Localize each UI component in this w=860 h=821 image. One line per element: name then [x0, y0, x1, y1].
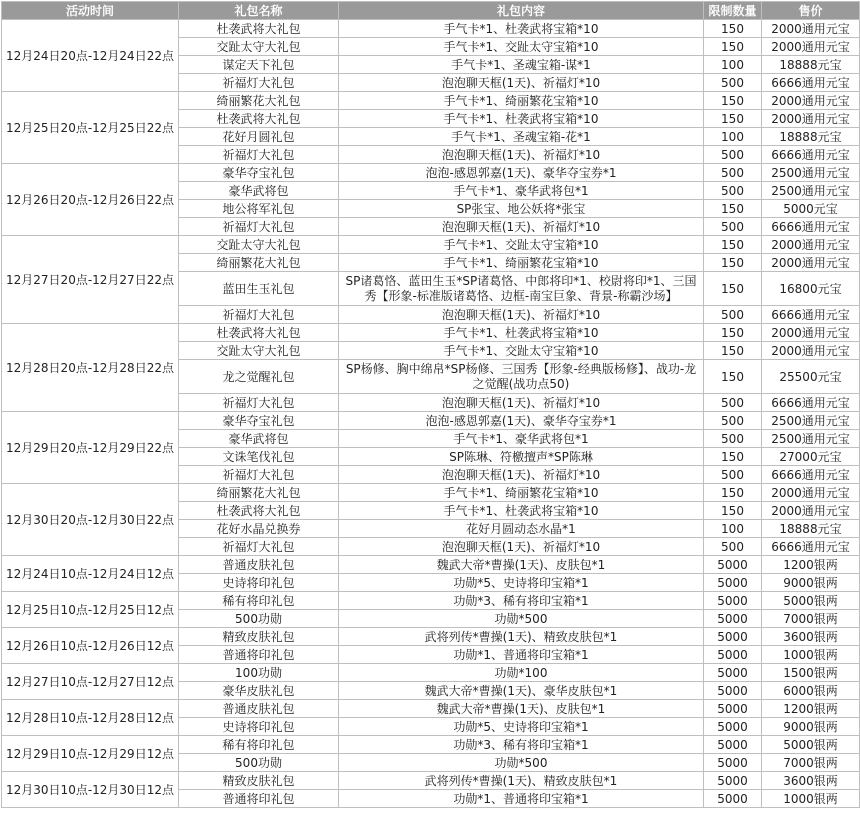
pack-content-cell: 泡泡-感恩郭嘉(1天)、豪华夺宝券*1 — [339, 412, 704, 430]
pack-content-cell: 功勋*5、史诗将印宝箱*1 — [339, 574, 704, 592]
price-cell: 3600银两 — [762, 628, 860, 646]
limit-cell: 5000 — [704, 790, 762, 808]
pack-name-cell: 地公将军礼包 — [179, 200, 339, 218]
limit-cell: 5000 — [704, 628, 762, 646]
limit-cell: 5000 — [704, 556, 762, 574]
limit-cell: 150 — [704, 92, 762, 110]
price-cell: 6666通用元宝 — [762, 74, 860, 92]
price-cell: 6666通用元宝 — [762, 218, 860, 236]
pack-name-cell: 祈福灯大礼包 — [179, 538, 339, 556]
header-name: 礼包名称 — [179, 2, 339, 20]
limit-cell: 150 — [704, 20, 762, 38]
price-cell: 3600银两 — [762, 772, 860, 790]
limit-cell: 150 — [704, 272, 762, 306]
price-cell: 2000通用元宝 — [762, 324, 860, 342]
pack-name-cell: 100功勋 — [179, 664, 339, 682]
limit-cell: 5000 — [704, 754, 762, 772]
table-row — [2, 236, 860, 254]
price-cell: 18888元宝 — [762, 56, 860, 74]
table-row — [2, 484, 860, 502]
limit-cell: 500 — [704, 306, 762, 324]
price-cell: 5000元宝 — [762, 200, 860, 218]
activity-time-cell: 12月25日10点-12月25日12点 — [2, 592, 179, 628]
limit-cell: 150 — [704, 502, 762, 520]
pack-content-cell: 手气卡*1、杜袭武将宝箱*10 — [339, 20, 704, 38]
pack-content-cell: 魏武大帝*曹操(1天)、豪华皮肤包*1 — [339, 682, 704, 700]
limit-cell: 5000 — [704, 700, 762, 718]
header-row — [2, 2, 860, 20]
price-cell: 9000银两 — [762, 718, 860, 736]
pack-name-cell: 龙之觉醒礼包 — [179, 360, 339, 394]
pack-name-cell: 普通皮肤礼包 — [179, 700, 339, 718]
pack-name-cell: 交趾太守大礼包 — [179, 38, 339, 56]
pack-content-cell: 功勋*5、史诗将印宝箱*1 — [339, 718, 704, 736]
pack-content-cell: 手气卡*1、绮丽繁花宝箱*10 — [339, 484, 704, 502]
limit-cell: 5000 — [704, 682, 762, 700]
activity-time-cell: 12月27日20点-12月27日22点 — [2, 236, 179, 324]
pack-content-cell: 手气卡*1、交趾太守宝箱*10 — [339, 236, 704, 254]
activity-time-cell: 12月26日20点-12月26日22点 — [2, 164, 179, 236]
price-cell: 1000银两 — [762, 790, 860, 808]
limit-cell: 500 — [704, 412, 762, 430]
table-row — [2, 92, 860, 110]
price-cell: 27000元宝 — [762, 448, 860, 466]
pack-content-cell: 手气卡*1、杜袭武将宝箱*10 — [339, 110, 704, 128]
limit-cell: 100 — [704, 56, 762, 74]
price-cell: 1200银两 — [762, 700, 860, 718]
pack-name-cell: 稀有将印礼包 — [179, 736, 339, 754]
pack-content-cell: 泡泡聊天框(1天)、祈福灯*10 — [339, 146, 704, 164]
limit-cell: 5000 — [704, 646, 762, 664]
pack-name-cell: 绮丽繁花大礼包 — [179, 254, 339, 272]
pack-content-cell: 花好月圆动态水晶*1 — [339, 520, 704, 538]
pack-name-cell: 豪华武将包 — [179, 430, 339, 448]
limit-cell: 500 — [704, 466, 762, 484]
pack-name-cell: 祈福灯大礼包 — [179, 146, 339, 164]
limit-cell: 100 — [704, 128, 762, 146]
pack-name-cell: 蓝田生玉礼包 — [179, 272, 339, 306]
activity-time-cell: 12月26日10点-12月26日12点 — [2, 628, 179, 664]
pack-name-cell: 杜袭武将大礼包 — [179, 20, 339, 38]
table-row — [2, 664, 860, 682]
price-cell: 2000通用元宝 — [762, 236, 860, 254]
pack-name-cell: 普通皮肤礼包 — [179, 556, 339, 574]
price-cell: 2000通用元宝 — [762, 254, 860, 272]
pack-content-cell: 泡泡聊天框(1天)、祈福灯*10 — [339, 218, 704, 236]
price-cell: 2500通用元宝 — [762, 412, 860, 430]
table-row — [2, 556, 860, 574]
price-cell: 6666通用元宝 — [762, 466, 860, 484]
limit-cell: 5000 — [704, 574, 762, 592]
price-cell: 6666通用元宝 — [762, 538, 860, 556]
pack-name-cell: 精致皮肤礼包 — [179, 772, 339, 790]
pack-content-cell: 魏武大帝*曹操(1天)、皮肤包*1 — [339, 556, 704, 574]
pack-name-cell: 普通将印礼包 — [179, 790, 339, 808]
pack-content-cell: 武将列传*曹操(1天)、精致皮肤包*1 — [339, 628, 704, 646]
price-cell: 1200银两 — [762, 556, 860, 574]
pack-content-cell: 手气卡*1、交趾太守宝箱*10 — [339, 38, 704, 56]
pack-content-cell: SP杨修、胸中绵帛*SP杨修、三国秀【形象-经典版杨修】、战功-龙之觉醒(战功点50) — [339, 360, 704, 394]
pack-name-cell: 豪华夺宝礼包 — [179, 164, 339, 182]
price-cell: 2000通用元宝 — [762, 484, 860, 502]
pack-content-cell: 手气卡*1、圣魂宝箱-谋*1 — [339, 56, 704, 74]
pack-name-cell: 普通将印礼包 — [179, 646, 339, 664]
pack-content-cell: 功勋*500 — [339, 610, 704, 628]
price-cell: 25500元宝 — [762, 360, 860, 394]
pack-name-cell: 交趾太守大礼包 — [179, 342, 339, 360]
pack-content-cell: 泡泡聊天框(1天)、祈福灯*10 — [339, 306, 704, 324]
limit-cell: 150 — [704, 38, 762, 56]
table-row — [2, 592, 860, 610]
price-cell: 5000银两 — [762, 592, 860, 610]
price-cell: 2000通用元宝 — [762, 38, 860, 56]
pack-name-cell: 祈福灯大礼包 — [179, 394, 339, 412]
limit-cell: 150 — [704, 236, 762, 254]
limit-cell: 5000 — [704, 736, 762, 754]
table-row — [2, 164, 860, 182]
pack-content-cell: SP张宝、地公妖将*张宝 — [339, 200, 704, 218]
activity-time-cell: 12月30日20点-12月30日22点 — [2, 484, 179, 556]
table-row — [2, 628, 860, 646]
price-cell: 6666通用元宝 — [762, 146, 860, 164]
price-cell: 1500银两 — [762, 664, 860, 682]
limit-cell: 5000 — [704, 718, 762, 736]
activity-time-cell: 12月25日20点-12月25日22点 — [2, 92, 179, 164]
pack-content-cell: 手气卡*1、杜袭武将宝箱*10 — [339, 502, 704, 520]
header-content: 礼包内容 — [339, 2, 704, 20]
pack-content-cell: 手气卡*1、绮丽繁花宝箱*10 — [339, 92, 704, 110]
pack-content-cell: 手气卡*1、豪华武将包*1 — [339, 182, 704, 200]
price-cell: 7000银两 — [762, 610, 860, 628]
pack-name-cell: 交趾太守大礼包 — [179, 236, 339, 254]
price-cell: 2000通用元宝 — [762, 20, 860, 38]
pack-content-cell: 泡泡聊天框(1天)、祈福灯*10 — [339, 538, 704, 556]
limit-cell: 5000 — [704, 610, 762, 628]
pack-name-cell: 豪华武将包 — [179, 182, 339, 200]
price-cell: 2500通用元宝 — [762, 164, 860, 182]
limit-cell: 500 — [704, 74, 762, 92]
limit-cell: 100 — [704, 520, 762, 538]
activity-time-cell: 12月28日20点-12月28日22点 — [2, 324, 179, 412]
activity-time-cell: 12月27日10点-12月27日12点 — [2, 664, 179, 700]
table-row — [2, 324, 860, 342]
pack-name-cell: 杜袭武将大礼包 — [179, 110, 339, 128]
pack-content-cell: 泡泡聊天框(1天)、祈福灯*10 — [339, 394, 704, 412]
limit-cell: 150 — [704, 254, 762, 272]
price-cell: 1000银两 — [762, 646, 860, 664]
pack-content-cell: 手气卡*1、圣魂宝箱-花*1 — [339, 128, 704, 146]
pack-content-cell: 手气卡*1、交趾太守宝箱*10 — [339, 342, 704, 360]
pack-content-cell: 魏武大帝*曹操(1天)、皮肤包*1 — [339, 700, 704, 718]
pack-name-cell: 绮丽繁花大礼包 — [179, 92, 339, 110]
pack-name-cell: 祈福灯大礼包 — [179, 306, 339, 324]
pack-name-cell: 豪华夺宝礼包 — [179, 412, 339, 430]
limit-cell: 5000 — [704, 664, 762, 682]
pack-content-cell: 武将列传*曹操(1天)、精致皮肤包*1 — [339, 772, 704, 790]
limit-cell: 150 — [704, 484, 762, 502]
limit-cell: 500 — [704, 538, 762, 556]
price-cell: 6666通用元宝 — [762, 394, 860, 412]
pack-content-cell: 泡泡聊天框(1天)、祈福灯*10 — [339, 74, 704, 92]
pack-content-cell: SP陈琳、符檄擅声*SP陈琳 — [339, 448, 704, 466]
pack-name-cell: 花好水晶兑换券 — [179, 520, 339, 538]
limit-cell: 150 — [704, 324, 762, 342]
price-cell: 6666通用元宝 — [762, 306, 860, 324]
limit-cell: 5000 — [704, 772, 762, 790]
limit-cell: 150 — [704, 110, 762, 128]
price-cell: 2000通用元宝 — [762, 342, 860, 360]
activity-time-cell: 12月24日20点-12月24日22点 — [2, 20, 179, 92]
pack-name-cell: 谋定天下礼包 — [179, 56, 339, 74]
activity-time-cell: 12月24日10点-12月24日12点 — [2, 556, 179, 592]
price-cell: 2000通用元宝 — [762, 92, 860, 110]
pack-content-cell: 泡泡-感恩郭嘉(1天)、豪华夺宝券*1 — [339, 164, 704, 182]
limit-cell: 150 — [704, 200, 762, 218]
table-row — [2, 412, 860, 430]
price-cell: 9000银两 — [762, 574, 860, 592]
table-row — [2, 736, 860, 754]
pack-name-cell: 500功勋 — [179, 610, 339, 628]
pack-content-cell: 功勋*100 — [339, 664, 704, 682]
limit-cell: 500 — [704, 394, 762, 412]
pack-name-cell: 史诗将印礼包 — [179, 574, 339, 592]
pack-name-cell: 豪华皮肤礼包 — [179, 682, 339, 700]
pack-name-cell: 祈福灯大礼包 — [179, 466, 339, 484]
pack-content-cell: 功勋*1、普通将印宝箱*1 — [339, 646, 704, 664]
table-body — [2, 20, 860, 808]
pack-name-cell: 史诗将印礼包 — [179, 718, 339, 736]
pack-content-cell: 功勋*500 — [339, 754, 704, 772]
price-cell: 5000银两 — [762, 736, 860, 754]
price-cell: 2500通用元宝 — [762, 430, 860, 448]
limit-cell: 500 — [704, 430, 762, 448]
header-time: 活动时间 — [2, 2, 179, 20]
pack-content-cell: 手气卡*1、豪华武将包*1 — [339, 430, 704, 448]
pack-name-cell: 祈福灯大礼包 — [179, 74, 339, 92]
pack-name-cell: 花好月圆礼包 — [179, 128, 339, 146]
pack-content-cell: 手气卡*1、杜袭武将宝箱*10 — [339, 324, 704, 342]
pack-content-cell: 功勋*3、稀有将印宝箱*1 — [339, 736, 704, 754]
pack-content-cell: SP诸葛恪、蓝田生玉*SP诸葛恪、中郎将印*1、校尉将印*1、三国秀【形象-标准版诸葛恪、边框-南宝巨象、背景-称霸沙场】 — [339, 272, 704, 306]
header-price: 售价 — [762, 2, 860, 20]
table-row — [2, 700, 860, 718]
pack-content-cell: 泡泡聊天框(1天)、祈福灯*10 — [339, 466, 704, 484]
price-cell: 2000通用元宝 — [762, 502, 860, 520]
activity-time-cell: 12月28日10点-12月28日12点 — [2, 700, 179, 736]
table-row — [2, 772, 860, 790]
pack-name-cell: 500功勋 — [179, 754, 339, 772]
activity-time-cell: 12月29日20点-12月29日22点 — [2, 412, 179, 484]
price-cell: 16800元宝 — [762, 272, 860, 306]
limit-cell: 5000 — [704, 592, 762, 610]
pack-name-cell: 绮丽繁花大礼包 — [179, 484, 339, 502]
limit-cell: 500 — [704, 218, 762, 236]
price-cell: 7000银两 — [762, 754, 860, 772]
limit-cell: 500 — [704, 146, 762, 164]
price-cell: 18888元宝 — [762, 520, 860, 538]
pack-name-cell: 杜袭武将大礼包 — [179, 324, 339, 342]
pack-name-cell: 精致皮肤礼包 — [179, 628, 339, 646]
limit-cell: 500 — [704, 164, 762, 182]
price-cell: 2000通用元宝 — [762, 110, 860, 128]
pack-name-cell: 杜袭武将大礼包 — [179, 502, 339, 520]
activity-time-cell: 12月30日10点-12月30日12点 — [2, 772, 179, 808]
table-row — [2, 20, 860, 38]
price-cell: 6000银两 — [762, 682, 860, 700]
header-limit: 限制数量 — [704, 2, 762, 20]
pack-name-cell: 稀有将印礼包 — [179, 592, 339, 610]
pack-content-cell: 功勋*3、稀有将印宝箱*1 — [339, 592, 704, 610]
limit-cell: 150 — [704, 342, 762, 360]
pack-name-cell: 祈福灯大礼包 — [179, 218, 339, 236]
pack-content-cell: 功勋*1、普通将印宝箱*1 — [339, 790, 704, 808]
limit-cell: 150 — [704, 448, 762, 466]
price-cell: 18888元宝 — [762, 128, 860, 146]
limit-cell: 150 — [704, 360, 762, 394]
gift-pack-table — [1, 1, 860, 808]
limit-cell: 500 — [704, 182, 762, 200]
pack-content-cell: 手气卡*1、绮丽繁花宝箱*10 — [339, 254, 704, 272]
pack-name-cell: 文诛笔伐礼包 — [179, 448, 339, 466]
activity-time-cell: 12月29日10点-12月29日12点 — [2, 736, 179, 772]
price-cell: 2500通用元宝 — [762, 182, 860, 200]
